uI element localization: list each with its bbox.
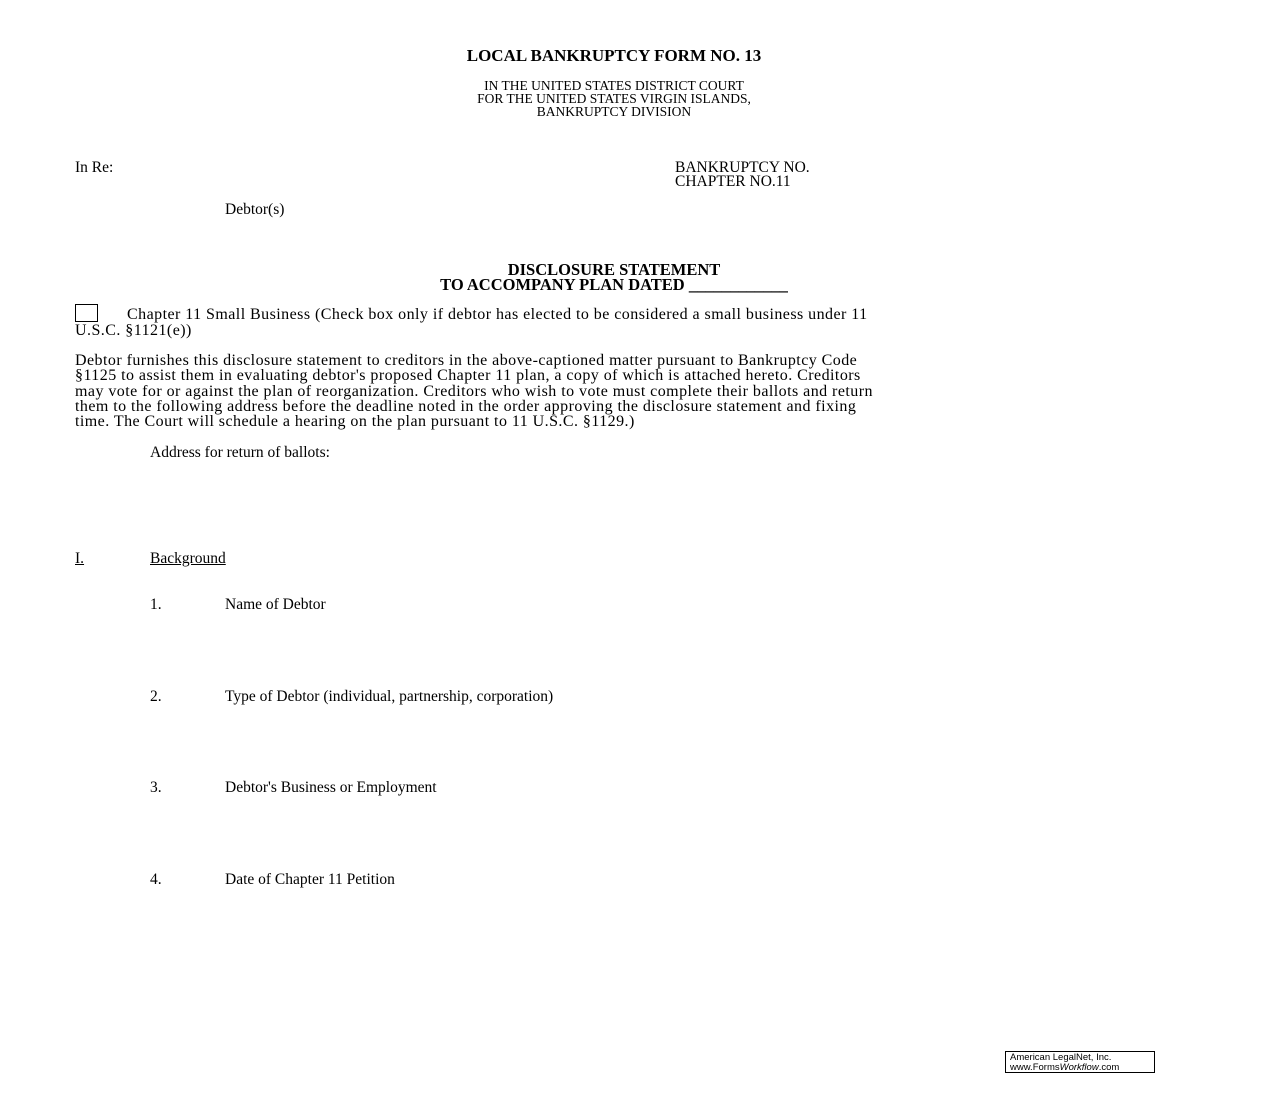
item-number: 4.	[150, 871, 162, 888]
section-title: Background	[150, 550, 226, 567]
court-line: IN THE UNITED STATES DISTRICT COURT	[484, 78, 744, 93]
url-prefix: www.Forms	[1010, 1062, 1060, 1073]
ballot-address-label: Address for return of ballots:	[150, 444, 330, 461]
court-line: BANKRUPTCY DIVISION	[536, 104, 692, 119]
url-italic: Workflow	[1059, 1062, 1099, 1073]
intro-line: §1125 to assist them in evaluating debtor's proposed Chapter 11 plan, a copy of which is attached hereto. Creditors	[75, 367, 861, 384]
chapter-no-label: CHAPTER NO.11	[675, 173, 791, 190]
debtor-label: Debtor(s)	[225, 201, 285, 218]
bankruptcy-no-label: BANKRUPTCY NO.	[675, 159, 810, 176]
url-suffix: .com	[1098, 1062, 1120, 1073]
item-name-of-debtor: Name of Debtor	[225, 596, 326, 613]
item-number: 2.	[150, 688, 162, 705]
publisher-name: American LegalNet, Inc.	[1010, 1052, 1112, 1063]
publisher-stamp	[1005, 1051, 1155, 1073]
item-business: Debtor's Business or Employment	[225, 779, 437, 796]
document-subtitle: TO ACCOMPANY PLAN DATED ____________	[440, 275, 788, 294]
small-business-label: Chapter 11 Small Business (Check box only if debtor has elected to be considered a small business under 11	[127, 306, 868, 323]
small-business-checkbox[interactable]	[75, 304, 98, 322]
item-petition-date: Date of Chapter 11 Petition	[225, 871, 395, 888]
court-line: FOR THE UNITED STATES VIRGIN ISLANDS,	[477, 91, 751, 106]
document-title: DISCLOSURE STATEMENT	[507, 260, 721, 279]
item-number: 3.	[150, 779, 162, 796]
publisher-url	[1010, 1063, 1154, 1073]
intro-line: them to the following address before the deadline noted in the order approving the disclosure statement and fixing	[75, 398, 857, 415]
intro-line: Debtor furnishes this disclosure statement to creditors in the above-captioned matter pursuant to Bankruptcy Code	[75, 352, 858, 369]
item-number: 1.	[150, 596, 162, 613]
section-number: I.	[75, 550, 85, 567]
small-business-label-cont: U.S.C. §1121(e))	[75, 322, 192, 339]
form-title: LOCAL BANKRUPTCY FORM NO. 13	[466, 46, 762, 65]
item-type-of-debtor: Type of Debtor (individual, partnership, corporation)	[225, 688, 554, 705]
intro-line: may vote for or against the plan of reorganization. Creditors who wish to vote must complete their ballots and return	[75, 383, 873, 400]
intro-line: time. The Court will schedule a hearing on the plan pursuant to 11 U.S.C. §1129.)	[75, 413, 635, 430]
in-re-label: In Re:	[75, 159, 114, 176]
